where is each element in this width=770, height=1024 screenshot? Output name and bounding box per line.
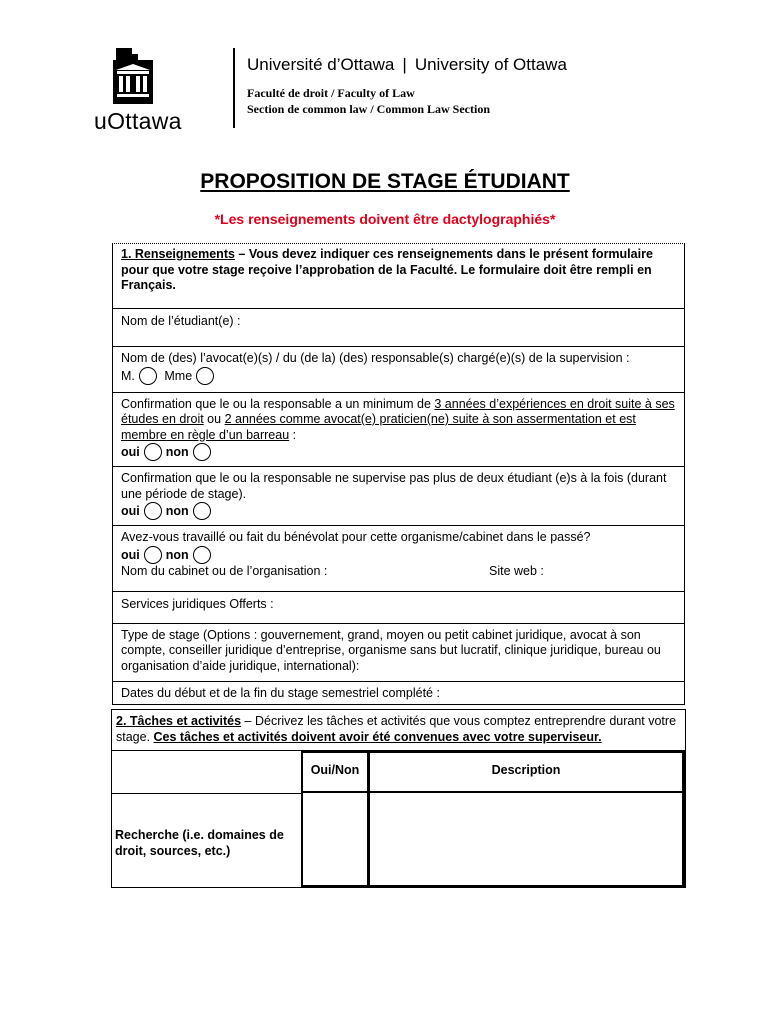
page-title: PROPOSITION DE STAGE ÉTUDIANT xyxy=(200,170,570,193)
section-name: Section de common law / Common Law Section xyxy=(247,102,490,116)
faculty-name: Faculté de droit / Faculty of Law xyxy=(247,86,415,100)
website-field[interactable]: Site web : xyxy=(489,563,544,578)
logo-wordmark: uOttawa xyxy=(94,108,182,134)
section-taches xyxy=(111,709,686,888)
legal-services-field[interactable]: Services juridiques Offerts : xyxy=(113,592,684,624)
firm-name-field[interactable]: Nom du cabinet ou de l’organisation : xyxy=(121,563,328,578)
table-header-empty xyxy=(112,751,301,793)
supervisor-name-field[interactable]: Nom de (des) l’avocat(e)(s) / du (de la) (des) responsable(s) chargé(e)(s) de la supervision : M. Mme xyxy=(113,347,684,393)
university-name: Université d’Ottawa | University of Ottawa xyxy=(247,55,567,74)
radio-experience-oui[interactable] xyxy=(144,443,162,461)
radio-experience-non[interactable] xyxy=(193,443,211,461)
supervision-limit-confirmation: Confirmation que le ou la responsable ne supervise pas plus de deux étudiant (e)s à la fois (durant une période de stage). oui non xyxy=(113,467,684,526)
header-divider xyxy=(233,48,235,128)
radio-volunteer-non[interactable] xyxy=(193,546,211,564)
section2-heading: 2. Tâches et activités xyxy=(116,714,242,728)
section1-heading: 1. Renseignements xyxy=(121,247,235,261)
table-row-research-label: Recherche (i.e. domaines de droit, sources, etc.) xyxy=(112,793,301,887)
research-ouinon-cell[interactable] xyxy=(301,793,370,887)
radio-mme[interactable] xyxy=(196,367,214,385)
section1-intro: 1. Renseignements – Vous devez indiquer ces renseignements dans le présent formulaire pour que votre stage reçoive l’approbation de la Faculté. Le formulaire doit être rempli en Français. xyxy=(113,244,684,309)
section2-intro: 2. Tâches et activités – Décrivez les tâches et activités que vous comptez entreprendre durant votre stage. Ces tâches et activités doivent avoir été convenues avec votre superviseur. xyxy=(112,710,685,751)
radio-m[interactable] xyxy=(139,367,157,385)
student-name-field[interactable]: Nom de l’étudiant(e) : xyxy=(113,309,684,348)
stage-type-field[interactable]: Type de stage (Options : gouvernement, grand, moyen ou petit cabinet juridique, avocat à son compte, conseiller juridique d’entreprise, organisme sans but lucratif, clinique juridique, bureau ou organisation d’aide juridique, international): xyxy=(113,624,684,683)
page-subtitle: *Les renseignements doivent être dactylographiés* xyxy=(214,211,556,227)
tasks-table xyxy=(112,751,685,887)
section-renseignements xyxy=(112,243,685,705)
faculty-info xyxy=(247,85,490,117)
stage-dates-field[interactable]: Dates du début et de la fin du stage semestriel complété : xyxy=(121,686,440,700)
research-description-cell[interactable] xyxy=(370,793,685,887)
table-header-ouinon: Oui/Non xyxy=(301,751,370,793)
volunteer-question: Avez-vous travaillé ou fait du bénévolat pour cette organisme/cabinet dans le passé? oui non xyxy=(121,530,591,562)
radio-supervision-non[interactable] xyxy=(193,502,211,520)
table-header-description: Description xyxy=(370,751,685,793)
radio-supervision-oui[interactable] xyxy=(144,502,162,520)
firm-info-row xyxy=(113,564,684,593)
experience-confirmation: Confirmation que le ou la responsable a un minimum de 3 années d’expériences en droit suite à ses études en droit ou 2 années comme avocat(e) praticien(ne) suite à son assermentation et est membre en règle d’un barreau : oui non xyxy=(113,393,684,468)
radio-volunteer-oui[interactable] xyxy=(144,546,162,564)
